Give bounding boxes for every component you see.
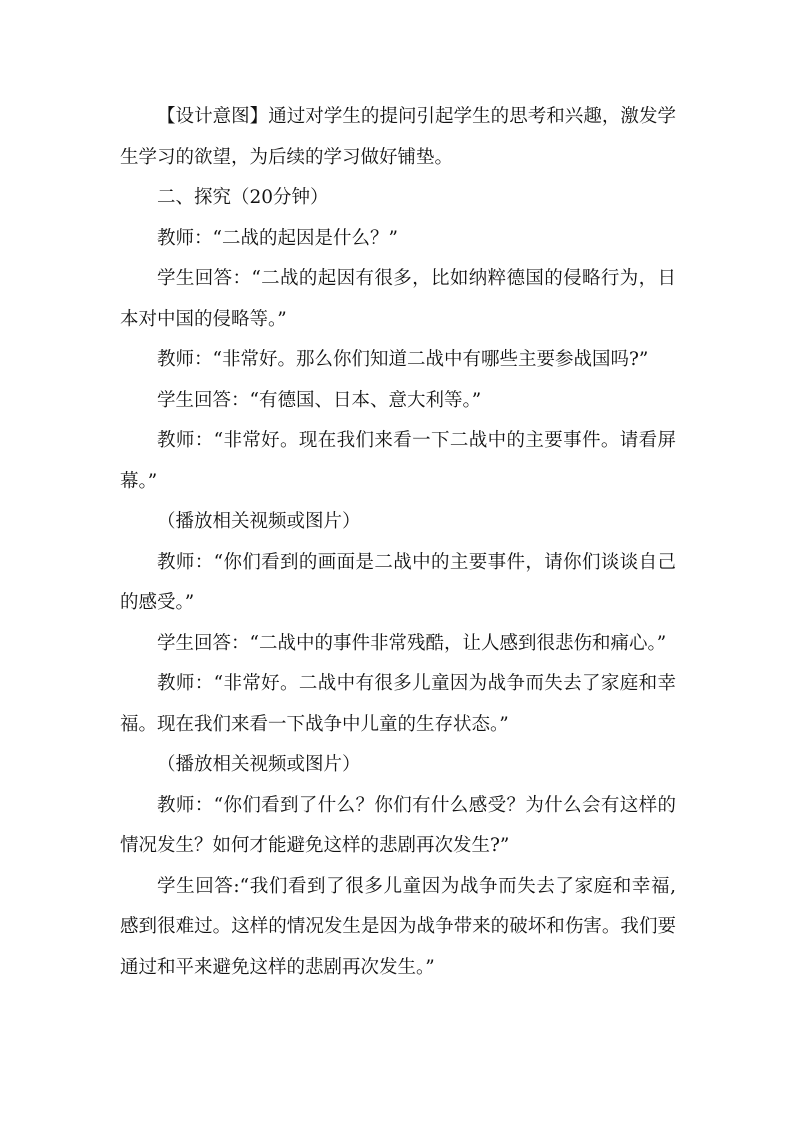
paragraph-teacher-screen: 教师：“非常好。现在我们来看一下二战中的主要事件。请看屏幕。” xyxy=(120,430,676,492)
paragraph-stage-direction-1: （播放相关视频或图片） xyxy=(157,511,361,532)
paragraph-teacher-question-4: 教师：“你们看到了什么？你们有什么感受？为什么会有这样的情况发生？如何才能避免这样的悲剧再次发生?” xyxy=(120,794,676,856)
section-heading-explore: 二、探究（20分钟） xyxy=(157,187,329,208)
paragraph-student-answer-1: 学生回答：“二战的起因有很多，比如纳粹德国的侵略行为，日本对中国的侵略等。” xyxy=(120,268,676,330)
paragraph-teacher-children: 教师：“非常好。二战中有很多儿童因为战争而失去了家庭和幸福。现在我们来看一下战争中儿童的生存状态。” xyxy=(120,673,676,735)
paragraph-stage-direction-2: （播放相关视频或图片） xyxy=(157,754,361,775)
paragraph-student-answer-2: 学生回答：“有德国、日本、意大利等。” xyxy=(157,389,482,411)
paragraph-design-intent: 【设计意图】通过对学生的提问引起学生的思考和兴趣，激发学生学习的欲望，为后续的学习做好铺垫。 xyxy=(120,106,676,168)
paragraph-teacher-question-2: 教师：“非常好。那么你们知道二战中有哪些主要参战国吗?” xyxy=(157,349,649,370)
document-body xyxy=(120,97,676,988)
paragraph-student-answer-4: 学生回答:“我们看到了很多儿童因为战争而失去了家庭和幸福,感到很难过。这样的情况发生是因为战争带来的破坏和伤害。我们要通过和平来避免这样的悲剧再次发生。” xyxy=(120,875,676,978)
paragraph-teacher-question-3: 教师：“你们看到的画面是二战中的主要事件，请你们谈谈自己的感受。” xyxy=(120,551,676,613)
paragraph-teacher-question-1: 教师：“二战的起因是什么？” xyxy=(157,227,398,249)
paragraph-student-answer-3: 学生回答：“二战中的事件非常残酷，让人感到很悲伤和痛心。” xyxy=(157,632,667,654)
